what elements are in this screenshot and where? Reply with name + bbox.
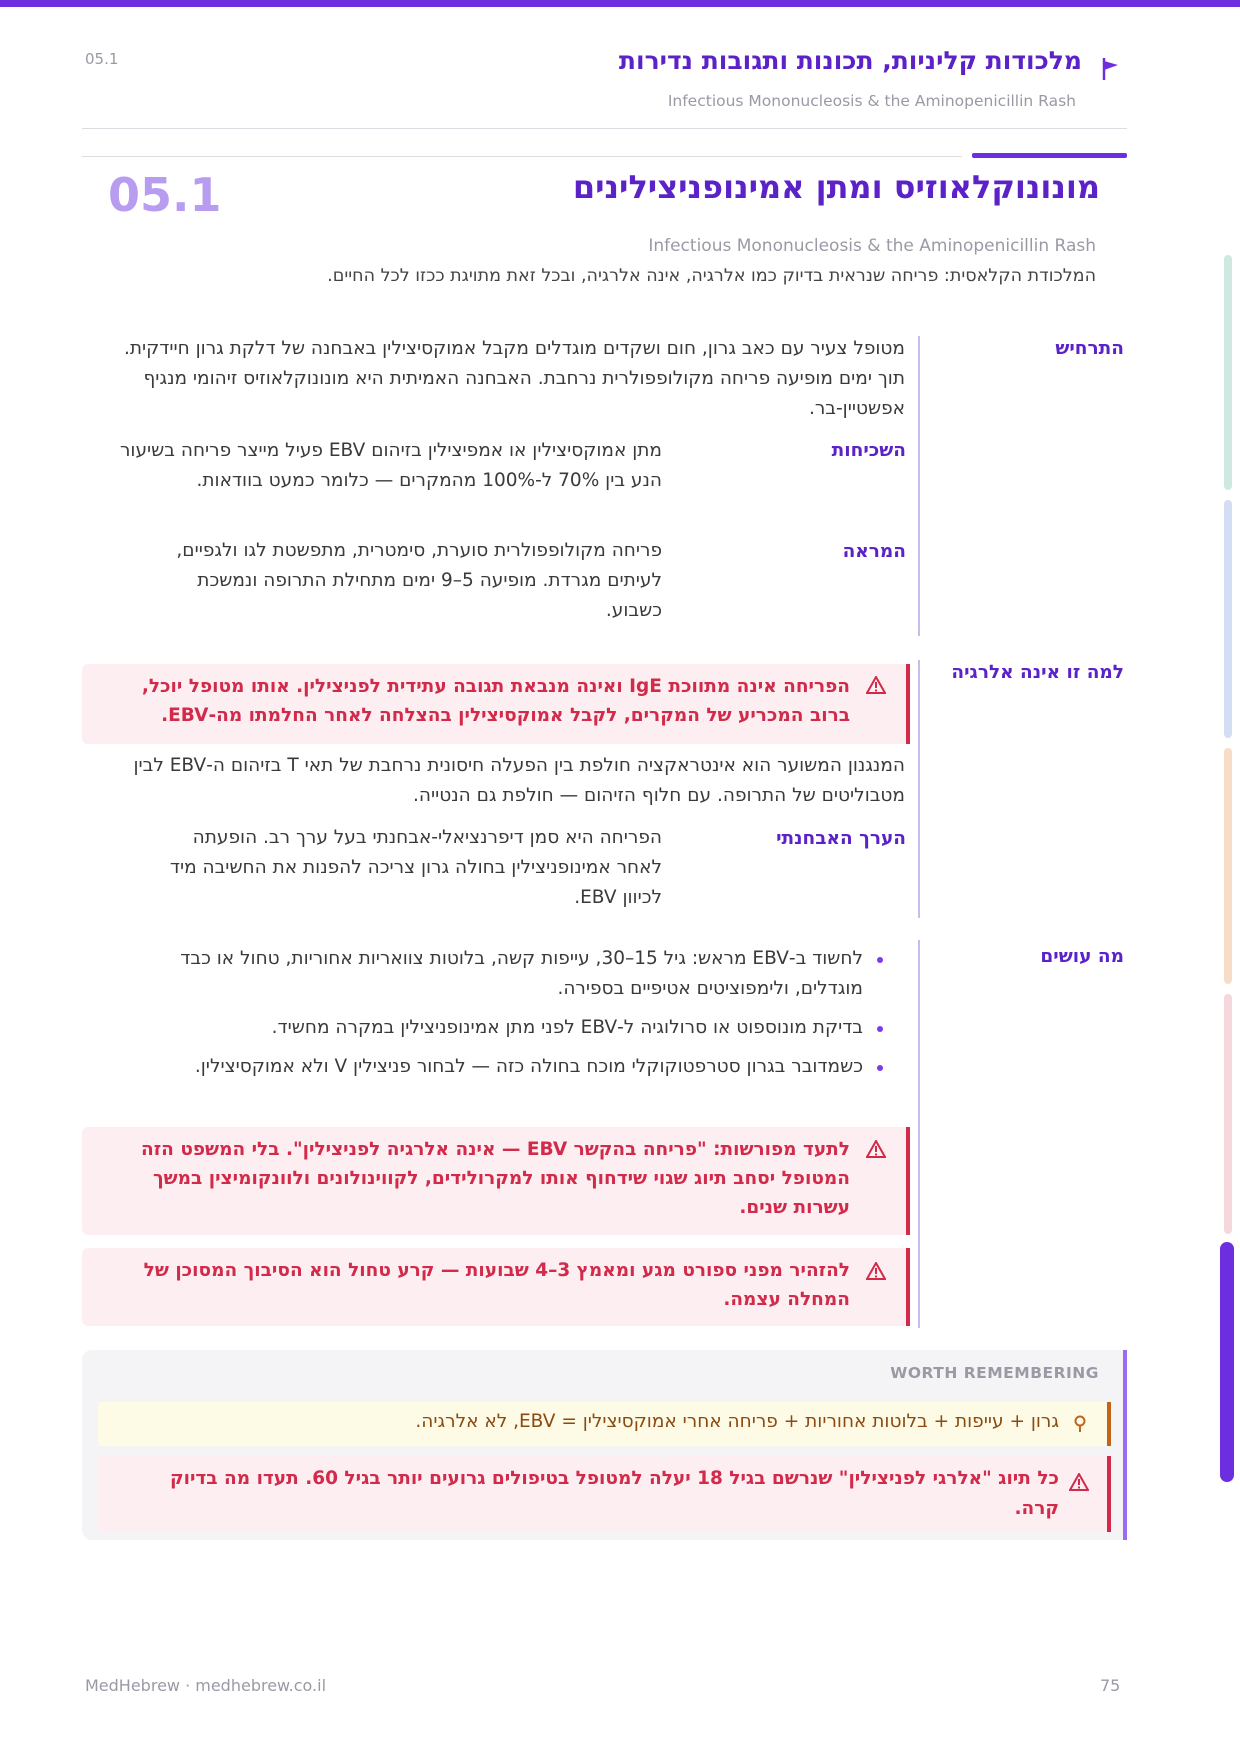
not-allergy-warning [82, 664, 910, 744]
actions-rule [918, 940, 920, 1328]
section-number: 05.1 [108, 168, 222, 222]
section-subtitle: Infectious Mononucleosis & the Aminopenicillin Rash [648, 236, 1096, 256]
remember-heading: WORTH REMEMBERING [890, 1364, 1099, 1382]
remember-tip [98, 1402, 1111, 1446]
section-divider [82, 156, 962, 157]
edge-marker-3 [1224, 748, 1232, 984]
section-title: מונונוקלאוזיס ומתן אמינופניצילינים [572, 168, 1100, 206]
documentation-warning [82, 1127, 910, 1235]
remember-box [82, 1350, 1127, 1540]
edge-marker-4 [1224, 994, 1232, 1234]
list-item: בדיקת מונוספוט או סרולוגיה ל-EBV לפני מתן אמינופניצילין במקרה מחשיד. [125, 1013, 885, 1043]
not-allergy-rule [918, 660, 920, 918]
running-section-number: 05.1 [85, 50, 119, 68]
scenario-text: מטופל צעיר עם כאב גרון, חום ושקדים מוגדלים מקבל אמוקסיצילין באבחנה של דלקת גרון חיידקית. תוך ימים מופיעה פריחה מקולופפולרית נרחבת. האבחנה האמיתית היא מונונוקלאוזיס זיהומי מנגיף אפשטיין-בר. [123, 338, 905, 419]
section-accent-bar [972, 153, 1127, 158]
appearance-label: המראה [842, 541, 906, 562]
edge-marker-2 [1224, 500, 1232, 738]
sports-warning [82, 1248, 910, 1326]
warning-icon [866, 1262, 886, 1280]
mechanism-text: המנגנון המשוער הוא אינטראקציה חולפת בין הפעלה חיסונית נרחבת של תאי T בזיהום ה-EBV לבין מטבוליטים של התרופה. עם חלוף הזיהום — חולפת גם הנטייה. [133, 755, 905, 806]
diagnostic-label: הערך האבחנתי [776, 828, 906, 849]
not-allergy-warning-text: הפריחה אינה מתווכת IgE ואינה מנבאת תגובה עתידית לפניצילין. אותו מטופל יוכל, ברוב המכריע של המקרים, לקבל אמוקסיצילין בהצלחה לאחר החלמתו מה-EBV. [141, 676, 850, 726]
actions-list [125, 944, 885, 1091]
diagnostic-text: הפריחה היא סמן דיפרנציאלי-אבחנתי בעל ערך רב. הופעתה לאחר אמינופניצילין בחולה גרון צריכה להפנות את החשיבה מיד לכיוון EBV. [169, 827, 662, 908]
bullet-icon [877, 1026, 883, 1032]
appearance-text: פריחה מקולופפולרית סוערת, סימטרית, מתפשטת לגו ולגפיים, לעיתים מגרדת. מופיעה 5–9 ימים מתחילת התרופה ונמשכת כשבוע. [176, 540, 662, 621]
prevalence-label: השכיחות [831, 440, 906, 461]
remember-warning [98, 1456, 1111, 1532]
edge-marker-1 [1224, 255, 1232, 490]
documentation-warning-text: לתעד מפורשות: "פריחה בהקשר EBV — אינה אלרגיה לפניצילין". בלי המשפט הזה המטופל יסחב תיוג שגוי שידחוף אותו למקרולידים, לקווינולונים ולוונקומיצין במשך עשרות שנים. [141, 1139, 850, 1218]
page-number: 75 [1100, 1676, 1121, 1695]
scenario-rule [918, 336, 920, 636]
scenario-label: התרחיש [1055, 338, 1124, 359]
pin-icon [1073, 1415, 1087, 1433]
header-divider [82, 128, 1127, 129]
bullet-icon [877, 957, 883, 963]
bullet-icon [877, 1065, 883, 1071]
list-item: כשמדובר בגרון סטרפטוקוקלי מוכח בחולה כזה — לבחור פניצילין V ולא אמוקסיצילין. [125, 1052, 885, 1082]
remember-tip-text: גרון + עייפות + בלוטות אחוריות + פריחה אחרי אמוקסיצילין = EBV, לא אלרגיה. [415, 1411, 1059, 1432]
prevalence-text: מתן אמוקסיצילין או אמפיצילין בזיהום EBV פעיל מייצר פריחה בשיעור הנע בין 70% ל-100% מהמקרים — כלומר כמעט בוודאות. [119, 440, 662, 491]
remember-warning-text: כל תיוג "אלרגי לפניצילין" שנרשם בגיל 18 יעלה למטופל בטיפולים גרועים יותר בגיל 60. תעדו מה בדיוק קרה. [170, 1468, 1059, 1519]
footer-brand: MedHebrew · medhebrew.co.il [85, 1676, 327, 1695]
running-title: מלכודות קליניות, תכונות ותגובות נדירות [618, 46, 1082, 75]
sports-warning-text: להזהיר מפני ספורט מגע ומאמץ 3–4 שבועות — קרע טחול הוא הסיבוך המסוכן של המחלה עצמה. [143, 1260, 850, 1310]
list-item: לחשוד ב-EBV מראש: גיל 15–30, עייפות קשה, בלוטות צוואריות אחוריות, טחול או כבד מוגדלים, ולימפוציטים אטיפיים בספירה. [125, 944, 885, 1004]
not-allergy-label: למה זו אינה אלרגיה [951, 662, 1124, 683]
running-subtitle: Infectious Mononucleosis & the Aminopenicillin Rash [667, 92, 1076, 110]
warning-icon [866, 1140, 886, 1158]
edge-marker-active[interactable] [1220, 1242, 1234, 1482]
flag-icon [1100, 56, 1120, 82]
section-lead: המלכודת הקלאסית: פריחה שנראית בדיוק כמו אלרגיה, אינה אלרגיה, ובכל זאת מתויגת ככזו לכל החיים. [327, 266, 1096, 286]
top-accent-bar [0, 0, 1240, 7]
warning-icon [1069, 1473, 1089, 1491]
actions-label: מה עושים [1040, 946, 1124, 967]
warning-icon [866, 676, 886, 694]
